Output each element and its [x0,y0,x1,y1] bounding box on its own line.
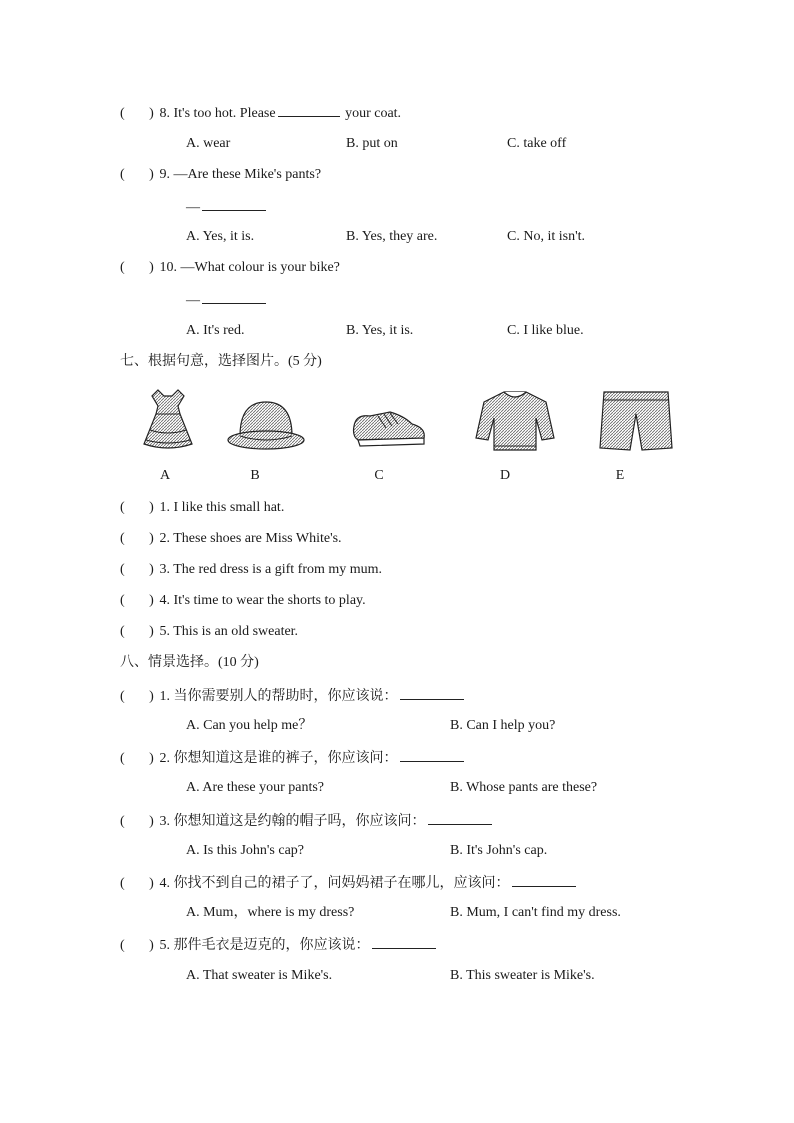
question-text: These shoes are Miss White's. [173,531,342,546]
list-item [120,934,438,956]
option-b: B. It's John's cap. [450,843,548,858]
fill-blank[interactable] [202,196,266,211]
shoes-icon [350,404,430,450]
option-b: B. This sweater is Mike's. [450,968,595,983]
hat-icon [226,398,306,454]
list-item [120,591,366,611]
question-number: 4. [159,593,170,608]
question-number: 8. [159,106,170,121]
answer-paren[interactable]: ( ) [120,876,154,891]
option-a: A. Yes, it is. [186,229,255,244]
picture-label-c: C [374,468,384,483]
dash: — [186,200,200,215]
dress-icon [140,386,196,454]
question-text: 你想知道这是约翰的帽子吗，你应该问： [173,814,426,829]
question-text: I like this small hat. [173,500,285,515]
question-text: 你找不到自己的裙子了，问妈妈裙子在哪儿，应该问： [173,876,510,891]
question-text: 你想知道这是谁的裤子，你应该问： [173,751,398,766]
fill-blank[interactable] [278,102,340,117]
fill-blank[interactable] [428,810,492,825]
option-a: A. wear [186,136,231,151]
answer-paren[interactable]: ( ) [120,167,154,182]
answer-paren[interactable]: ( ) [120,593,154,608]
list-item [120,872,578,894]
question-8 [120,102,401,124]
question-text: The red dress is a gift from my mum. [173,562,383,577]
question-10 [120,258,340,278]
question-number: 2. [159,751,170,766]
option-b: B. Mum, I can't find my dress. [450,905,621,920]
answer-paren[interactable]: ( ) [120,106,154,121]
option-a: A. Can you help me？ [186,718,313,733]
answer-paren[interactable]: ( ) [120,751,154,766]
option-c: C. No, it isn't. [507,229,585,244]
sweater-icon [474,388,556,454]
option-a: A. Is this John's cap? [186,843,305,858]
picture-label-e: E [615,468,625,483]
question-number: 9. [159,167,170,182]
question-text: 那件毛衣是迈克的，你应该说： [173,938,370,953]
question-text: your coat. [345,106,402,121]
option-b: B. put on [346,136,398,151]
dash: — [186,293,200,308]
question-number: 1. [159,500,170,515]
question-number: 1. [159,689,170,704]
fill-blank[interactable] [400,747,464,762]
question-number: 4. [159,876,170,891]
question-number: 2. [159,531,170,546]
answer-paren[interactable]: ( ) [120,689,154,704]
shorts-icon [598,388,674,454]
list-item [120,810,494,832]
option-a: A. Mum，where is my dress? [186,905,355,920]
answer-paren[interactable]: ( ) [120,938,154,953]
question-number: 3. [159,814,170,829]
question-number: 5. [159,624,170,639]
question-text: It's too hot. Please [173,106,276,121]
option-b: B. Yes, they are. [346,229,438,244]
list-item [120,498,284,518]
option-b: B. Yes, it is. [346,323,414,338]
answer-paren[interactable]: ( ) [120,562,154,577]
option-a: A. It's red. [186,323,245,338]
question-number: 3. [159,562,170,577]
answer-paren[interactable]: ( ) [120,624,154,639]
option-b: B. Whose pants are these? [450,780,598,795]
option-a: A. That sweater is Mike's. [186,968,333,983]
fill-blank[interactable] [512,872,576,887]
question-text: —Are these Mike's pants? [173,167,322,182]
fill-blank[interactable] [400,685,464,700]
option-c: C. take off [507,136,567,151]
section-8-heading: 八、情景选择。(10 分) [120,655,259,670]
question-number: 10. [159,260,177,275]
picture-label-b: B [250,468,260,483]
answer-paren[interactable]: ( ) [120,814,154,829]
fill-blank[interactable] [372,934,436,949]
picture-label-d: D [499,468,511,483]
option-b: B. Can I help you? [450,718,556,733]
option-a: A. Are these your pants? [186,780,325,795]
answer-paren[interactable]: ( ) [120,500,154,515]
fill-blank[interactable] [202,289,266,304]
question-text: 当你需要别人的帮助时，你应该说： [173,689,398,704]
answer-line [186,196,268,218]
section-7-heading: 七、根据句意，选择图片。(5 分) [120,354,322,369]
question-text: —What colour is your bike? [180,260,340,275]
question-text: It's time to wear the shorts to play. [173,593,366,608]
question-9 [120,165,321,185]
list-item [120,685,466,707]
list-item [120,622,298,642]
answer-line [186,289,268,311]
answer-paren[interactable]: ( ) [120,260,154,275]
list-item [120,560,382,580]
question-text: This is an old sweater. [173,624,299,639]
list-item [120,747,466,769]
question-number: 5. [159,938,170,953]
option-c: C. I like blue. [507,323,584,338]
picture-label-a: A [159,468,171,483]
answer-paren[interactable]: ( ) [120,531,154,546]
list-item [120,529,342,549]
